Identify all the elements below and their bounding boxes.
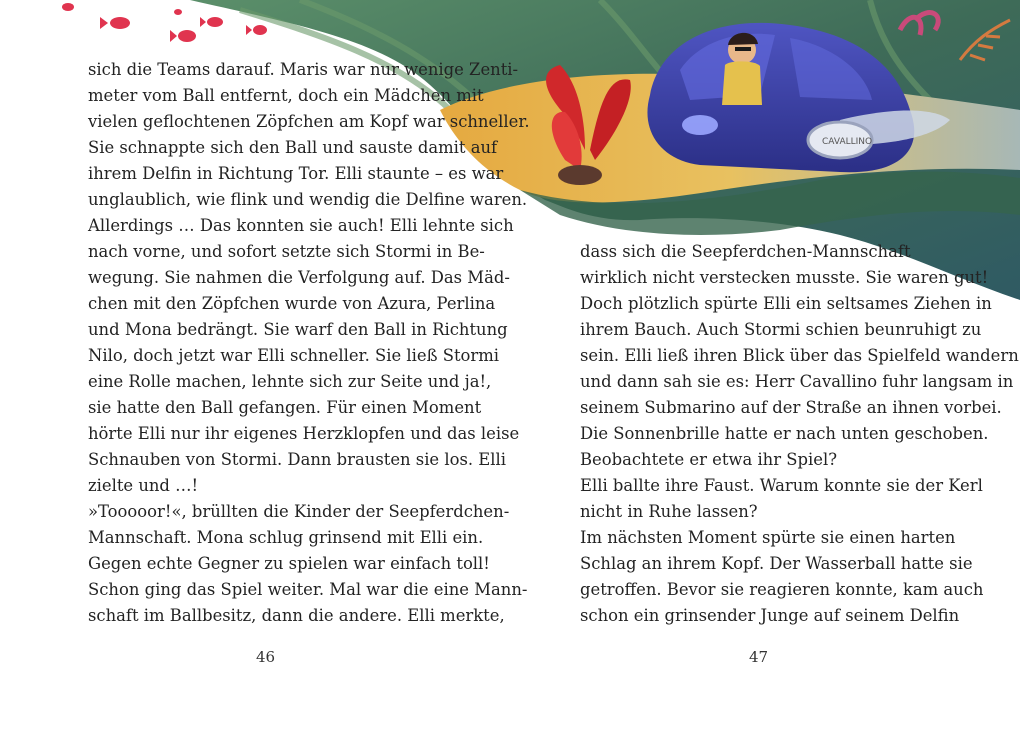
text-line: wegung. Sie nahmen die Verfolgung auf. Das Mäd- (88, 268, 510, 287)
text-line: meter vom Ball entfernt, doch ein Mädchen mit (88, 86, 484, 105)
text-line: zielte und …! (88, 476, 199, 495)
car-label: CAVALLINO (822, 137, 873, 147)
text-line: »Tooooor!«, brüllten die Kinder der Seepferdchen- (88, 502, 510, 521)
text-line: nach vorne, und sofort setzte sich Stormi in Be- (88, 242, 485, 261)
text-line: hörte Elli nur ihr eigenes Herzklopfen und das leise (88, 424, 520, 443)
text-line: Schnauben von Stormi. Dann brausten sie los. Elli (88, 450, 506, 469)
text-line: nicht in Ruhe lassen? (580, 502, 758, 521)
text-line: Die Sonnenbrille hatte er nach unten geschoben. (580, 424, 989, 443)
text-line: ihrem Delfin in Richtung Tor. Elli staunte – es war (88, 164, 504, 183)
text-line: eine Rolle machen, lehnte sich zur Seite und ja!, (88, 372, 492, 391)
text-line: schaft im Ballbesitz, dann die andere. Elli merkte, (88, 606, 505, 625)
text-line: Mannschaft. Mona schlug grinsend mit Elli ein. (88, 528, 484, 547)
text-line: Elli ballte ihre Faust. Warum konnte sie der Kerl (580, 476, 983, 495)
text-line: und Mona bedrängt. Sie warf den Ball in Richtung (88, 320, 508, 339)
text-line: Nilo, doch jetzt war Elli schneller. Sie ließ Stormi (88, 346, 500, 365)
text-line: dass sich die Seepferdchen-Mannschaft (580, 242, 911, 261)
text-line: schon ein grinsender Junge auf seinem Delfin (580, 606, 960, 625)
text-line: Allerdings … Das konnten sie auch! Elli lehnte sich (88, 216, 514, 235)
text-line: und dann sah sie es: Herr Cavallino fuhr langsam in (580, 372, 1014, 391)
text-line: wirklich nicht verstecken musste. Sie waren gut! (580, 268, 989, 287)
page-number-right: 47 (749, 648, 769, 666)
text-line: getroffen. Bevor sie reagieren konnte, kam auch (580, 580, 984, 599)
text-line: Doch plötzlich spürte Elli ein seltsames Ziehen in (580, 294, 992, 313)
text-line: ihrem Bauch. Auch Stormi schien beunruhigt zu (580, 320, 982, 339)
text-line: chen mit den Zöpfchen wurde von Azura, Perlina (88, 294, 496, 313)
text-line: Im nächsten Moment spürte sie einen harten (580, 528, 956, 547)
text-line: Gegen echte Gegner zu spielen war einfach toll! (88, 554, 490, 573)
text-line: sein. Elli ließ ihren Blick über das Spielfeld wandern (580, 346, 1019, 365)
text-line: Schon ging das Spiel weiter. Mal war die eine Mann- (88, 580, 528, 599)
text-line: Sie schnappte sich den Ball und sauste damit auf (88, 138, 498, 157)
left-page-text (88, 57, 530, 629)
text-line: vielen geflochtenen Zöpfchen am Kopf war schneller. (88, 112, 530, 131)
right-page-text (580, 239, 1019, 629)
text-line: sich die Teams darauf. Maris war nur wenige Zenti- (88, 60, 519, 79)
page-number-left: 46 (256, 648, 276, 666)
text-line: Schlag an ihrem Kopf. Der Wasserball hatte sie (580, 554, 973, 573)
text-line: sie hatte den Ball gefangen. Für einen Moment (88, 398, 482, 417)
text-line: unglaublich, wie flink und wendig die Delfine waren. (88, 190, 528, 209)
text-line: Beobachtete er etwa ihr Spiel? (580, 450, 837, 469)
text-line: seinem Submarino auf der Straße an ihnen vorbei. (580, 398, 1002, 417)
